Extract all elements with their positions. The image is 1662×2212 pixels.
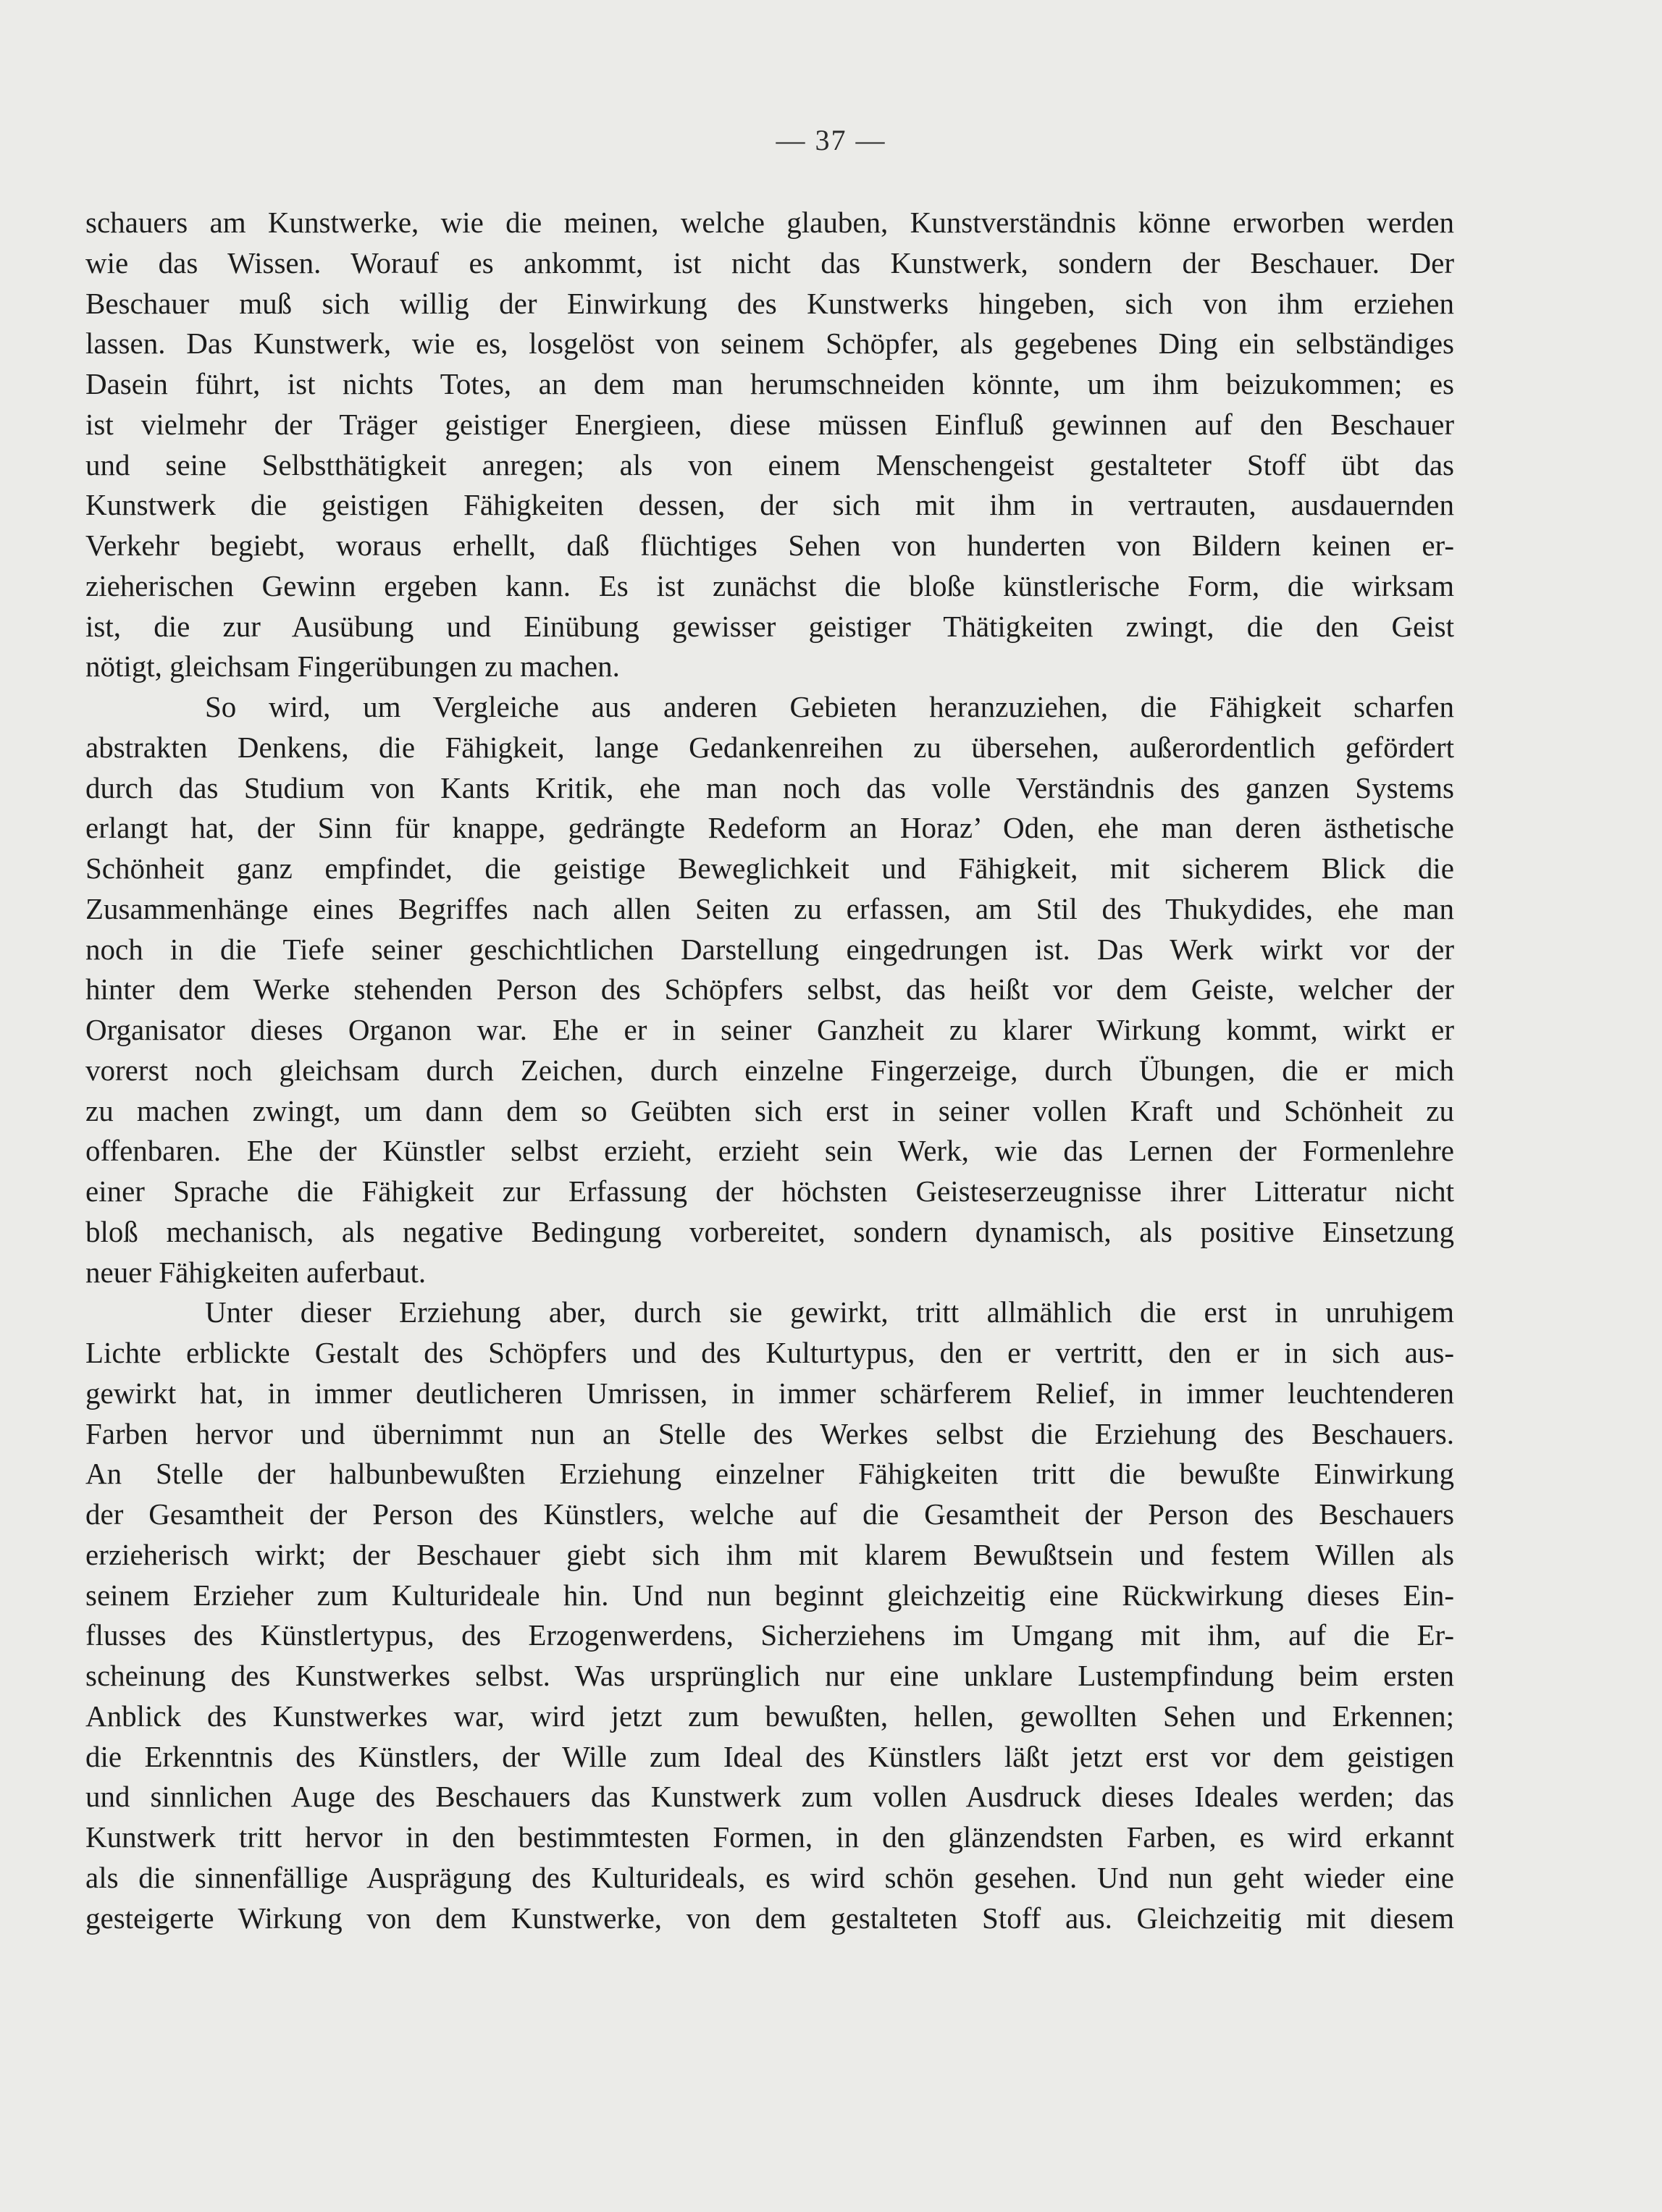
text-line: schauers am Kunstwerke, wie die meinen, welche glauben, Kunstverständnis könne erworben werden — [85, 206, 1454, 239]
text-line: ist vielmehr der Träger geistiger Energieen, diese müssen Einfluß gewinnen auf den Beschauer — [85, 407, 1454, 441]
body-text — [85, 203, 1454, 1938]
text-line: offenbaren. Ehe der Künstler selbst erzieht, erzieht sein Werk, wie das Lernen der Formenlehre — [85, 1134, 1454, 1168]
paragraph-start-line: So wird, um Vergleiche aus anderen Gebieten heranzuziehen, die Fähigkeit scharfen — [205, 690, 1454, 723]
text-line: An Stelle der halbunbewußten Erziehung einzelner Fähigkeiten tritt die bewußte Einwirkung — [85, 1457, 1454, 1491]
text-line: seinem Erzieher zum Kulturideale hin. Und nun beginnt gleichzeitig eine Rückwirkung dieses Ein- — [85, 1578, 1454, 1612]
text-line: Organisator dieses Organon war. Ehe er in seiner Ganzheit zu klarer Wirkung kommt, wirkt er — [85, 1013, 1454, 1046]
text-line: Farben hervor und übernimmt nun an Stelle des Werkes selbst die Erziehung des Beschauers. — [85, 1416, 1454, 1450]
text-line: und seine Selbstthätigkeit anregen; als von einem Menschengeist gestalteter Stoff übt das — [85, 447, 1454, 481]
text-line: wie das Wissen. Worauf es ankommt, ist nicht das Kunstwerk, sondern der Beschauer. Der — [85, 245, 1454, 279]
text-line: die Erkenntnis des Künstlers, der Wille zum Ideal des Künstlers läßt jetzt erst vor dem geistigen — [85, 1739, 1454, 1773]
paragraph-end-line: neuer Fähigkeiten auferbaut. — [85, 1255, 427, 1289]
page-number: — 37 — — [776, 124, 886, 156]
text-line: zieherischen Gewinn ergeben kann. Es ist zunächst die bloße künstlerische Form, die wirksam — [85, 568, 1454, 602]
text-line: flusses des Künstlertypus, des Erzogenwerdens, Sicherziehens im Umgang mit ihm, auf die Er- — [85, 1618, 1454, 1652]
text-line: als die sinnenfällige Ausprägung des Kulturideals, es wird schön gesehen. Und nun geht wieder eine — [85, 1860, 1454, 1894]
text-line: gesteigerte Wirkung von dem Kunstwerke, von dem gestalteten Stoff aus. Gleichzeitig mit diesem — [85, 1901, 1454, 1935]
text-line: lassen. Das Kunstwerk, wie es, losgelöst von seinem Schöpfer, als gegebenes Ding ein selbständiges — [85, 327, 1454, 361]
text-line: hinter dem Werke stehenden Person des Schöpfers selbst, das heißt vor dem Geiste, welcher der — [85, 972, 1454, 1006]
text-line: einer Sprache die Fähigkeit zur Erfassung der höchsten Geisteserzeugnisse ihrer Litteratur nicht — [85, 1174, 1454, 1208]
text-line: durch das Studium von Kants Kritik, ehe man noch das volle Verständnis des ganzen Systems — [85, 770, 1454, 804]
text-line: Dasein führt, ist nichts Totes, an dem man herumschneiden könnte, um ihm beizukommen; es — [85, 367, 1454, 400]
text-line: bloß mechanisch, als negative Bedingung vorbereitet, sondern dynamisch, als positive Einsetzung — [85, 1214, 1454, 1248]
text-line: Zusammenhänge eines Begriffes nach allen Seiten zu erfassen, am Stil des Thukydides, ehe man — [85, 891, 1454, 925]
text-line: und sinnlichen Auge des Beschauers das Kunstwerk zum vollen Ausdruck dieses Ideales werden; das — [85, 1780, 1454, 1814]
text-line: noch in die Tiefe seiner geschichtlichen Darstellung eingedrungen ist. Das Werk wirkt vor der — [85, 932, 1454, 966]
text-line: zu machen zwingt, um dann dem so Geübten sich erst in seiner vollen Kraft und Schönheit zu — [85, 1093, 1454, 1127]
text-line: Verkehr begiebt, woraus erhellt, daß flüchtiges Sehen von hunderten von Bildern keinen er- — [85, 529, 1454, 562]
text-line: erlangt hat, der Sinn für knappe, gedrängte Redeform an Horaz’ Oden, ehe man deren ästhetische — [85, 811, 1454, 845]
text-line: ist, die zur Ausübung und Einübung gewisser geistiger Thätigkeiten zwingt, die den Geist — [85, 609, 1454, 643]
paragraph-end-line: nötigt, gleichsam Fingerübungen zu machen. — [85, 649, 620, 684]
text-line: Schönheit ganz empfindet, die geistige Beweglichkeit und Fähigkeit, mit sicherem Blick die — [85, 851, 1454, 885]
text-line: abstrakten Denkens, die Fähigkeit, lange Gedankenreihen zu übersehen, außerordentlich gefördert — [85, 730, 1454, 764]
text-line: gewirkt hat, in immer deutlicheren Umrissen, in immer schärferem Relief, in immer leuchtenderen — [85, 1376, 1454, 1410]
text-line: scheinung des Kunstwerkes selbst. Was ursprünglich nur eine unklare Lustempfindung beim ersten — [85, 1659, 1454, 1692]
text-line: Anblick des Kunstwerkes war, wird jetzt zum bewußten, hellen, gewollten Sehen und Erkennen; — [85, 1699, 1454, 1733]
text-line: Kunstwerk tritt hervor in den bestimmtesten Formen, in den glänzendsten Farben, es wird erkannt — [85, 1820, 1454, 1854]
text-line: erzieherisch wirkt; der Beschauer giebt sich ihm mit klarem Bewußtsein und festem Willen als — [85, 1537, 1454, 1571]
text-line: Kunstwerk die geistigen Fähigkeiten dessen, der sich mit ihm in vertrauten, ausdauernden — [85, 488, 1454, 522]
text-line: vorerst noch gleichsam durch Zeichen, durch einzelne Fingerzeige, durch Übungen, die er mich — [85, 1053, 1454, 1087]
text-line: der Gesamtheit der Person des Künstlers, welche auf die Gesamtheit der Person des Beschauers — [85, 1497, 1454, 1531]
text-line: Beschauer muß sich willig der Einwirkung des Kunstwerks hingeben, sich von ihm erziehen — [85, 286, 1454, 320]
paragraph-start-line: Unter dieser Erziehung aber, durch sie gewirkt, tritt allmählich die erst in unruhigem — [205, 1295, 1454, 1329]
text-line: Lichte erblickte Gestalt des Schöpfers und des Kulturtypus, den er vertritt, den er in sich aus- — [85, 1336, 1454, 1369]
